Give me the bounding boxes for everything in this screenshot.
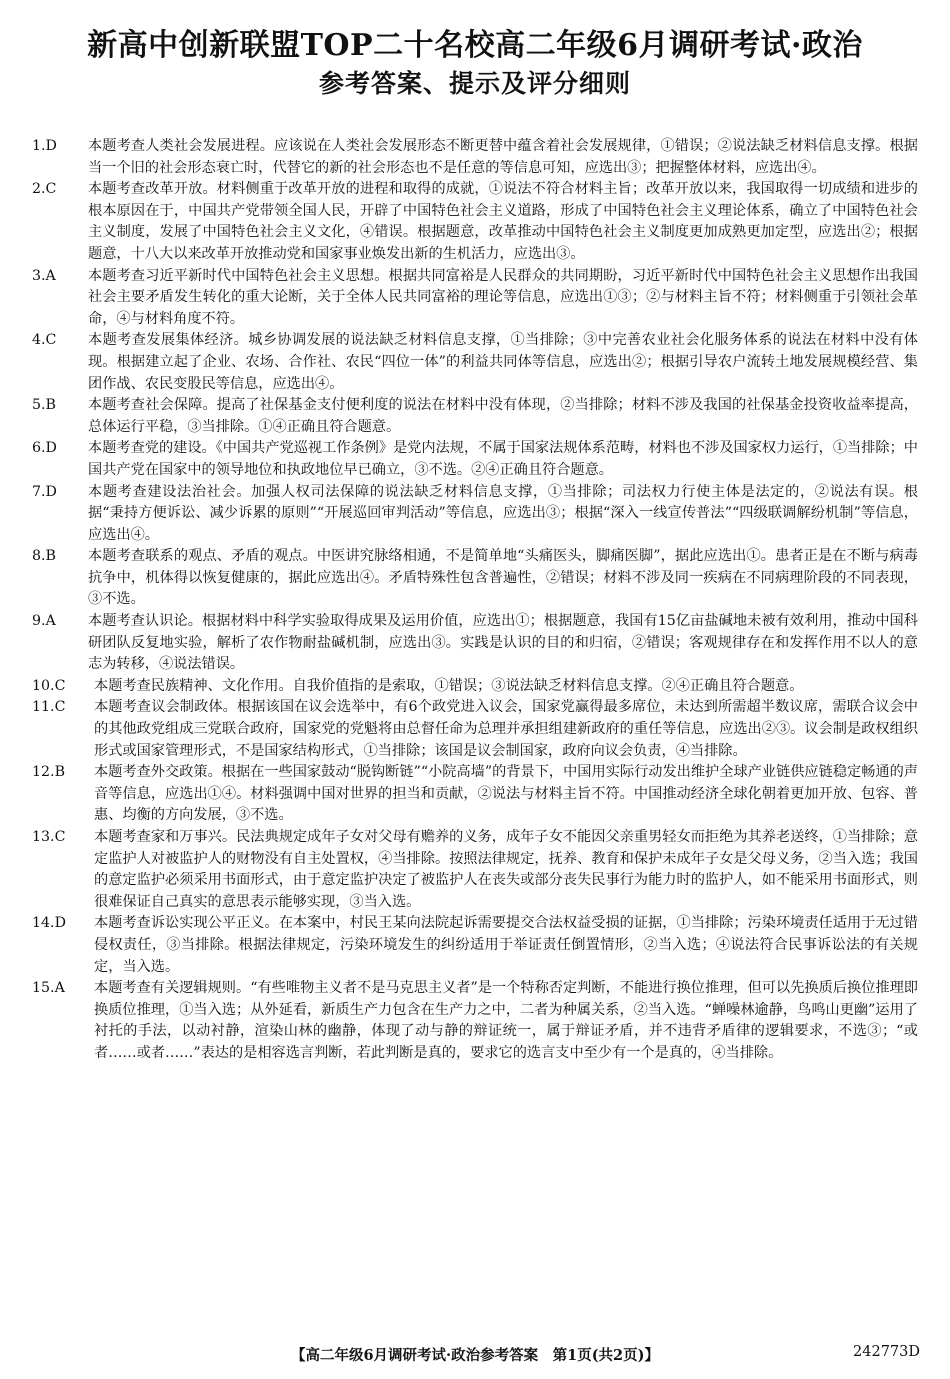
answer-item — [32, 136, 918, 179]
answer-item — [32, 438, 918, 481]
answer-text: 本题考查建设法治社会。加强人权司法保障的说法缺乏材料信息支撑，①当排除；司法权力行使主体是法定的，②说法有误。根据“秉持方便诉讼、减少诉累的原则”“开展巡回审判活动”等信息，应选出③；根据“深入一线宣传普法”“四级联调解纷机制”等信息，应选出④。 — [88, 483, 918, 543]
answer-item — [32, 762, 918, 827]
answer-text: 本题考查社会保障。提高了社保基金支付便利度的说法在材料中没有体现，②当排除；材料不涉及我国的社保基金投资收益率提高，总体运行平稳，③当排除。①④正确且符合题意。 — [88, 397, 918, 435]
answer-text: 本题考查党的建设。《中国共产党巡视工作条例》是党内法规，不属于国家法规体系范畴，材料也不涉及国家权力运行，①当排除；中国共产党在国家中的领导地位和执政地位早已确立，③不选。②④正确且符合题意。 — [88, 440, 918, 478]
answer-item — [32, 611, 918, 676]
answer-item — [32, 827, 918, 913]
answer-text: 本题考查联系的观点、矛盾的观点。中医讲究脉络相通，不是简单地“头痛医头，脚痛医脚”，据此应选出①。患者正是在不断与病毒抗争中，机体得以恢复健康的，据此应选出④。矛盾特殊性包含普遍性，②错误；材料不涉及同一疾病在不同病理阶段的不同表现，③不选。 — [88, 548, 918, 608]
answer-text: 本题考查发展集体经济。城乡协调发展的说法缺乏材料信息支撑，①当排除；③中完善农业社会化服务体系的说法在材料中没有体现。根据建立起了企业、农场、合作社、农民“四位一体”的利益共同体等信息，应选出②；根据引导农户流转土地发展规模经营、集团作战、农民变股民等信息，应选出④。 — [88, 332, 918, 392]
paper-code: 242773D — [853, 1344, 920, 1360]
answer-item — [32, 913, 918, 978]
answer-text: 本题考查改革开放。材料侧重于改革开放的进程和取得的成就，①说法不符合材料主旨；改革开放以来，我国取得一切成绩和进步的根本原因在于，中国共产党带领全国人民，开辟了中国特色社会主义道路，形成了中国特色社会主义理论体系，确立了中国特色社会主义制度，发展了中国特色社会主义文化，④错误。根据题意，改革推动中国特色社会主义制度更加成熟更加定型，应选出②；根据题意，十八大以来改革开放推动党和国家事业焕发出新的生机活力，应选出③。 — [88, 181, 918, 262]
answer-number: 6.D — [32, 440, 57, 457]
answer-number: 15.A — [32, 980, 65, 997]
answer-item — [32, 978, 918, 1064]
answer-item — [32, 330, 918, 395]
answer-number: 9.A — [32, 613, 56, 630]
answer-item — [32, 546, 918, 611]
answer-text: 本题考查人类社会发展进程。应该说在人类社会发展形态不断更替中蕴含着社会发展规律，①错误；②说法缺乏材料信息支撑。根据当一个旧的社会形态衰亡时，代替它的新的社会形态也不是任意的等信息可知，应选出③；把握整体材料，应选出④。 — [88, 138, 918, 176]
answer-number: 14.D — [32, 915, 66, 932]
answer-text: 本题考查有关逻辑规则。“有些唯物主义者不是马克思主义者”是一个特称否定判断，不能进行换位推理，但可以先换质后换位推理即换质位推理，①当入选；从外延看，新质生产力包含在生产力之中，二者为种属关系，②当入选。“蝉噪林逾静，鸟鸣山更幽”运用了衬托的手法，以动衬静，渲染山林的幽静，体现了动与静的辩证统一，属于辩证矛盾，并不违背矛盾律的逻辑要求，不选③；“或者……或者……”表达的是相容选言判断，若此判断是真的，要求它的选言支中至少有一个是真的，④当排除。 — [94, 980, 918, 1061]
answer-text: 本题考查议会制政体。根据该国在议会选举中，有6个政党进入议会，国家党赢得最多席位，未达到所需超半数议席，需联合议会中的其他政党组成三党联合政府，国家党的党魁将由总督任命为总理并承担组建新政府的重任等信息，应选出②③。议会制是政权组织形式或国家管理形式，不是国家结构形式，①当排除；该国是议会制国家，政府向议会负责，④当排除。 — [94, 699, 918, 759]
footer-text: 【高二年级6月调研考试·政治参考答案 第1页(共2页)】 — [290, 1347, 660, 1364]
answer-item — [32, 395, 918, 438]
answer-number: 2.C — [32, 181, 57, 198]
answer-number: 13.C — [32, 829, 66, 845]
answer-item — [32, 482, 918, 547]
answer-text: 本题考查习近平新时代中国特色社会主义思想。根据共同富裕是人民群众的共同期盼，习近平新时代中国特色社会主义思想作出我国社会主要矛盾发生转化的重大论断，关于全体人民共同富裕的理论等信息，应选出①③；②与材料主旨不符；材料侧重于引领社会革命，④与材料角度不符。 — [88, 267, 918, 327]
answer-number: 12.B — [32, 764, 65, 781]
answer-number: 10.C — [32, 677, 66, 694]
answer-text: 本题考查诉讼实现公平正义。在本案中，村民王某向法院起诉需要提交合法权益受损的证据，①当排除；污染环境责任适用于无过错侵权责任，③当排除。根据法律规定，污染环境发生的纠纷适用于举证责任倒置情形，②当入选；④说法符合民事诉讼法的有关规定，当入选。 — [94, 915, 918, 975]
page-title: 新高中创新联盟TOP二十名校高二年级6月调研考试·政治 — [87, 28, 863, 63]
answer-text: 本题考查民族精神、文化作用。自我价值指的是索取，①错误；③说法缺乏材料信息支撑。②④正确且符合题意。 — [94, 677, 804, 694]
answer-number: 8.B — [32, 548, 56, 565]
answer-number: 3.A — [32, 267, 56, 284]
answer-item — [32, 697, 918, 762]
page-subtitle: 参考答案、提示及评分细则 — [318, 69, 631, 98]
answer-text: 本题考查认识论。根据材料中科学实验取得成果及运用价值，应选出①；根据题意，我国有15亿亩盐碱地未被有效利用，推动中国科研团队反复地实验，解析了农作物耐盐碱机制，应选出③。实践是认识的目的和归宿，②错误；客观规律存在和发挥作用不以人的意志为转移，④说法错误。 — [88, 613, 918, 673]
answer-number: 1.D — [32, 138, 57, 154]
answer-number: 7.D — [32, 483, 57, 500]
answer-item — [32, 179, 918, 265]
answer-text: 本题考查外交政策。根据在一些国家鼓动“脱钩断链”“小院高墙”的背景下，中国用实际行动发出维护全球产业链供应链稳定畅通的声音等信息，应选出①④。材料强调中国对世界的担当和贡献，②说法与材料主旨不符。中国推动经济全球化朝着更加开放、包容、普惠、均衡的方向发展，③不选。 — [94, 764, 918, 824]
answer-number: 5.B — [32, 397, 56, 414]
answer-text: 本题考查家和万事兴。民法典规定成年子女对父母有赡养的义务，成年子女不能因父亲重男轻女而拒绝为其养老送终，①当排除；意定监护人对被监护人的财物没有自主处置权，④当排除。按照法律规定，抚养、教育和保护未成年子女是父母义务，②当入选；我国的意定监护必须采用书面形式，由于意定监护决定了被监护人在丧失或部分丧失民事行为能力时的监护人，如不能采用书面形式，则很难保证自己真实的意思表示能够实现，③当入选。 — [94, 829, 918, 910]
answer-list — [32, 136, 918, 1065]
answer-item — [32, 266, 918, 331]
answer-number: 11.C — [32, 699, 66, 716]
answer-item — [32, 676, 918, 698]
answer-number: 4.C — [32, 332, 57, 349]
